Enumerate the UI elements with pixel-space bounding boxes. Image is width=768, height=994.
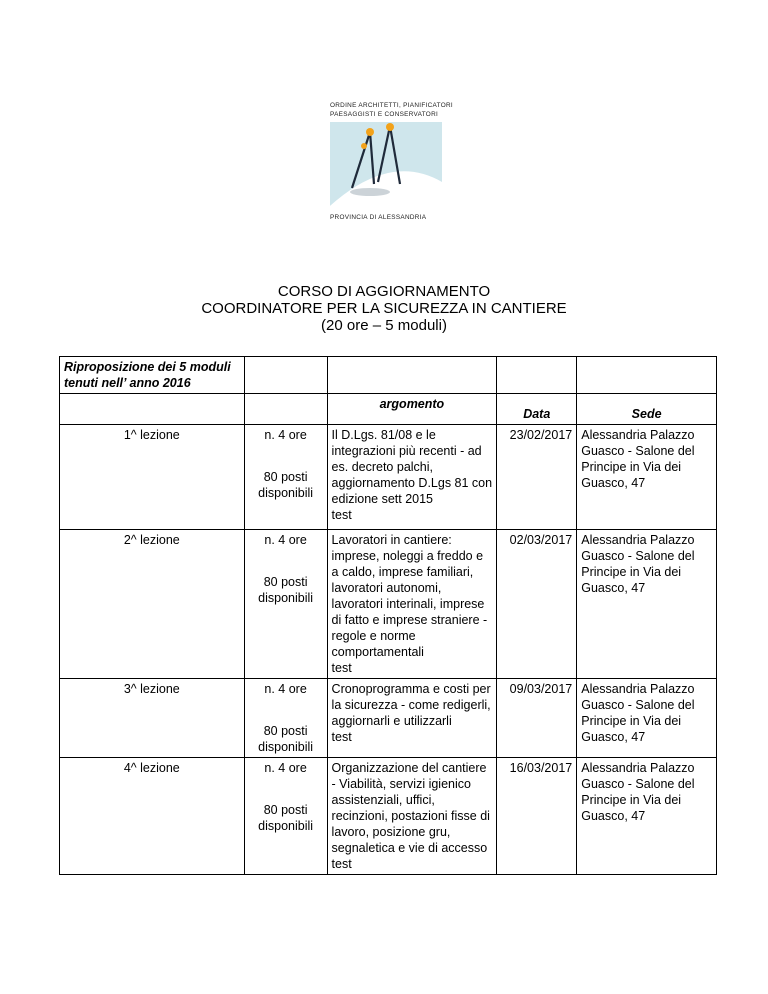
table-header-row xyxy=(60,394,717,425)
sede-cell: Alessandria Palazzo Guasco - Salone del Principe in Via dei Guasco, 47 xyxy=(577,530,717,679)
header-data: Data xyxy=(497,394,577,425)
posti-value: 80 posti disponibili xyxy=(258,724,314,754)
argomento-cell: Il D.Lgs. 81/08 e le integrazioni più recenti - ad es. decreto palchi, aggiornamento D.Lgs 81 con edizione sett 2015 test xyxy=(327,425,497,530)
argomento-cell: Organizzazione del cantiere - Viabilità, servizi igienico assistenziali, uffici, recinzioni, postazioni fisse di lavoro, posizione gru, segnaletica e vie di accesso test xyxy=(327,758,497,875)
data-cell: 16/03/2017 xyxy=(497,758,577,875)
table-row xyxy=(60,758,717,875)
logo-text-line3: PROVINCIA DI ALESSANDRIA xyxy=(330,214,427,221)
sede-cell: Alessandria Palazzo Guasco - Salone del Principe in Via dei Guasco, 47 xyxy=(577,425,717,530)
table-intro-row xyxy=(60,357,717,394)
title-line3: (20 ore – 5 moduli) xyxy=(321,317,447,334)
schedule-table xyxy=(59,356,717,875)
ore-cell xyxy=(244,425,327,530)
sede-cell: Alessandria Palazzo Guasco - Salone del Principe in Via dei Guasco, 47 xyxy=(577,758,717,875)
header-argomento: argomento xyxy=(327,394,497,425)
posti-value: 80 posti disponibili xyxy=(258,575,314,605)
logo-text-line2: PAESAGGISTI E CONSERVATORI xyxy=(330,111,439,118)
ore-value: n. 4 ore xyxy=(264,761,307,775)
data-cell: 23/02/2017 xyxy=(497,425,577,530)
title-line1: CORSO DI AGGIORNAMENTO xyxy=(277,283,491,300)
table-row xyxy=(60,530,717,679)
logo-text-line1: ORDINE ARCHITETTI, PIANIFICATORI xyxy=(330,102,453,109)
header-sede: Sede xyxy=(577,394,717,425)
lezione-cell: 1^ lezione xyxy=(60,425,245,530)
intro-cell: Riproposizione dei 5 moduli tenuti nell’ anno 2016 xyxy=(60,357,245,394)
ore-value: n. 4 ore xyxy=(264,682,307,696)
ore-value: n. 4 ore xyxy=(264,428,307,442)
posti-value: 80 posti disponibili xyxy=(258,470,314,500)
sede-cell: Alessandria Palazzo Guasco - Salone del Principe in Via dei Guasco, 47 xyxy=(577,679,717,758)
table-row xyxy=(60,425,717,530)
lezione-cell: 2^ lezione xyxy=(60,530,245,679)
ore-cell xyxy=(244,530,327,679)
course-title xyxy=(0,283,768,334)
title-line2: COORDINATORE PER LA SICUREZZA IN CANTIERE xyxy=(201,300,567,317)
lezione-cell: 4^ lezione xyxy=(60,758,245,875)
argomento-cell: Lavoratori in cantiere: imprese, noleggi a freddo e a caldo, imprese familiari, lavoratori autonomi, lavoratori interinali, imprese di fatto e imprese straniere - regole e norme comportamentali test xyxy=(327,530,497,679)
ore-cell xyxy=(244,758,327,875)
ore-cell xyxy=(244,679,327,758)
posti-value: 80 posti disponibili xyxy=(258,803,314,833)
organization-logo xyxy=(326,102,453,230)
compass-logo-icon xyxy=(330,122,442,206)
data-cell: 09/03/2017 xyxy=(497,679,577,758)
argomento-cell: Cronoprogramma e costi per la sicurezza - come redigerli, aggiornarli e utilizzarli test xyxy=(327,679,497,758)
ore-value: n. 4 ore xyxy=(264,533,307,547)
data-cell: 02/03/2017 xyxy=(497,530,577,679)
table-row xyxy=(60,679,717,758)
lezione-cell: 3^ lezione xyxy=(60,679,245,758)
